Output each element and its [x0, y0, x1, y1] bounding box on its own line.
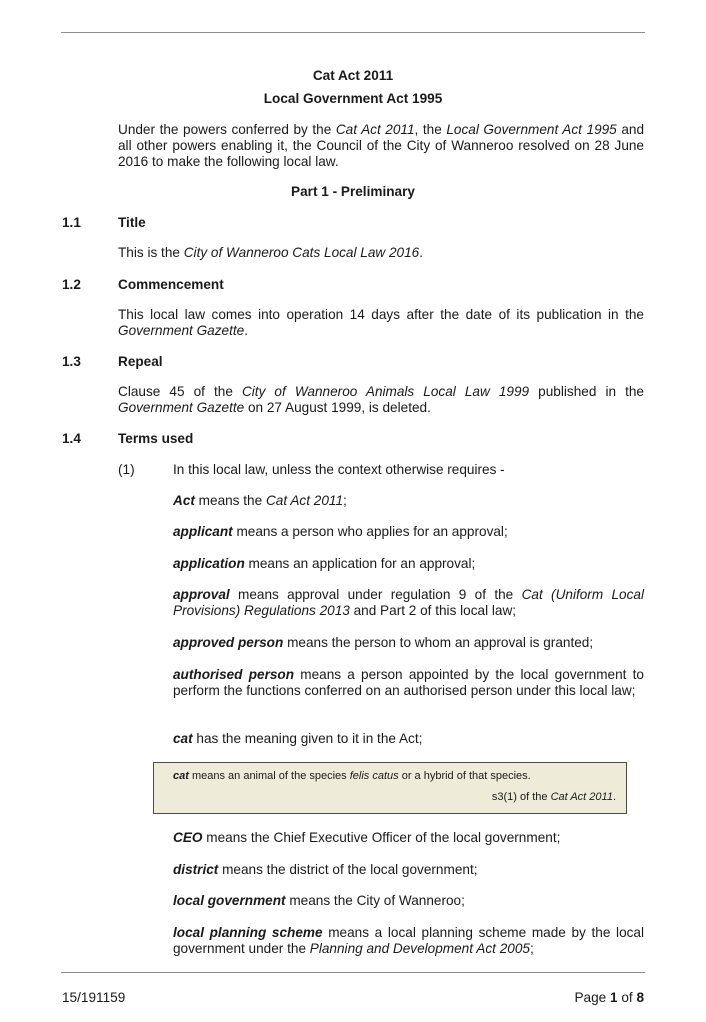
- footer-page-number: Page 1 of 8: [574, 990, 644, 1005]
- definition-district: district means the district of the local government;: [173, 862, 478, 877]
- definition-approved-person: approved person means the person to whom an approval is granted;: [173, 635, 594, 650]
- section-number: 1.2: [62, 277, 81, 292]
- definition-local-government: local government means the City of Wanneroo;: [173, 893, 465, 908]
- section-heading-title: Title: [118, 215, 146, 230]
- definition-applicant: applicant means a person who applies for an approval;: [173, 524, 508, 539]
- definition-act: Act means the Cat Act 2011;: [173, 493, 347, 508]
- section-heading-commencement: Commencement: [118, 277, 224, 292]
- section-heading-terms-used: Terms used: [118, 431, 194, 446]
- top-rule: [61, 32, 645, 33]
- section-repeal-text: Clause 45 of the City of Wanneroo Animals Local Law 1999 published in the Government Gazette on 27 August 1999, is deleted.: [118, 384, 644, 415]
- document-title-line2: Local Government Act 1995: [263, 91, 443, 106]
- subclause-number: (1): [118, 462, 135, 477]
- section-commencement-text: This local law comes into operation 14 days after the date of its publication in the Government Gazette.: [118, 307, 644, 338]
- definition-authorised-person: authorised person means a person appointed by the local government to perform the functions conferred on an authorised person under this local law;: [173, 667, 644, 698]
- definition-ceo: CEO means the Chief Executive Officer of the local government;: [173, 830, 561, 845]
- subclause-intro: In this local law, unless the context otherwise requires -: [173, 462, 505, 477]
- section-number: 1.3: [62, 354, 81, 369]
- definition-application: application means an application for an approval;: [173, 556, 476, 571]
- section-title-text: This is the City of Wanneroo Cats Local Law 2016.: [118, 245, 424, 260]
- document-title-line1: Cat Act 2011: [312, 68, 394, 83]
- bottom-rule: [61, 972, 645, 973]
- definition-approval: approval means approval under regulation 9 of the Cat (Uniform Local Provisions) Regulations 2013 and Part 2 of this local law;: [173, 587, 644, 618]
- section-number: 1.1: [62, 215, 81, 230]
- preamble-paragraph: Under the powers conferred by the Cat Act 2011, the Local Government Act 1995 and all other powers enabling it, the Council of the City of Wanneroo resolved on 28 June 2016 to make the following local law.: [118, 122, 645, 169]
- part-heading: Part 1 - Preliminary: [291, 184, 415, 199]
- note-text: cat means an animal of the species felis catus or a hybrid of that species.: [173, 770, 531, 782]
- note-source: s3(1) of the Cat Act 2011.: [491, 791, 616, 803]
- footer-document-id: 15/191159: [62, 990, 126, 1005]
- cat-definition-note-box: [153, 762, 627, 814]
- section-number: 1.4: [62, 431, 81, 446]
- definition-local-planning-scheme: local planning scheme means a local planning scheme made by the local government under the Planning and Development Act 2005;: [173, 925, 645, 956]
- definition-cat: cat has the meaning given to it in the Act;: [173, 731, 423, 746]
- section-heading-repeal: Repeal: [118, 354, 163, 369]
